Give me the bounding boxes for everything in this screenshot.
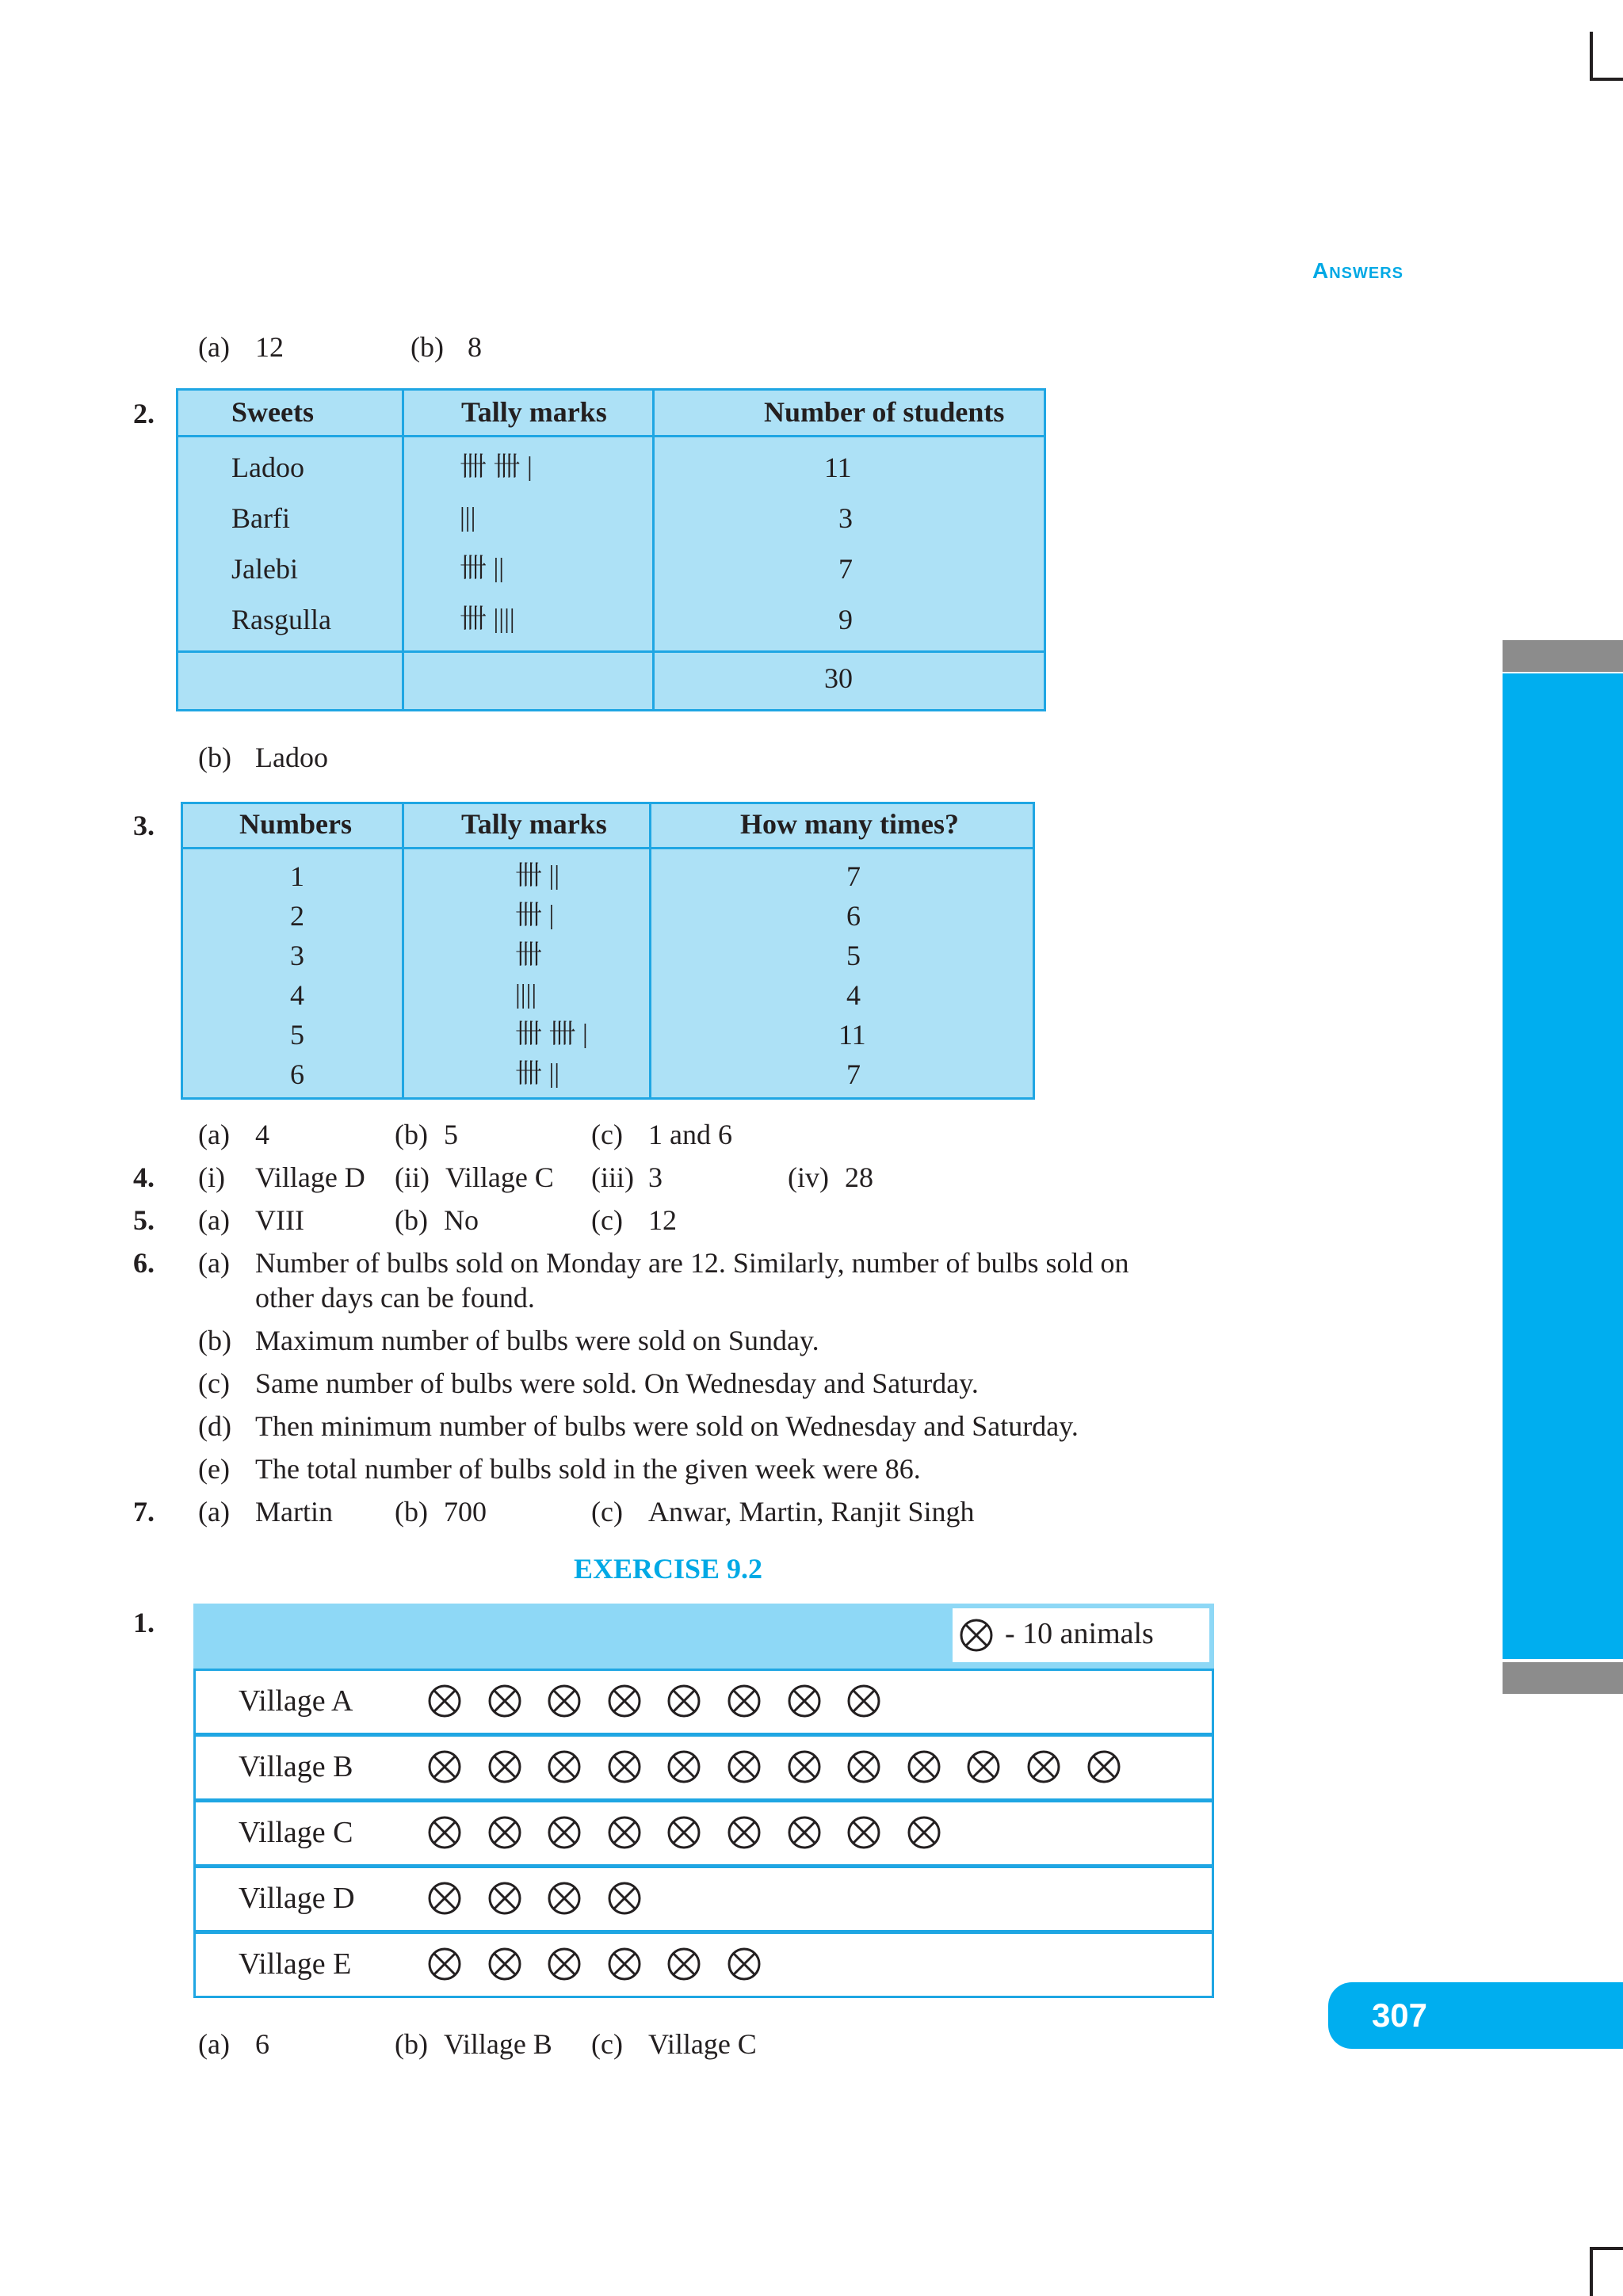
answer-value: 6	[255, 2028, 269, 2060]
crossed-circle-icon	[727, 1815, 762, 1850]
crossed-circle-icon	[427, 1815, 462, 1850]
question-number: 4.	[133, 1161, 155, 1193]
answer-label: (b)	[198, 742, 231, 773]
question-number: 5.	[133, 1204, 155, 1236]
crossed-circle-icon	[846, 1684, 881, 1718]
crossed-circle-icon	[487, 1749, 522, 1784]
crossed-circle-icon	[966, 1749, 1001, 1784]
answer-label: (c)	[591, 1119, 623, 1150]
answer-text: Number of bulbs sold on Monday are 12. Similarly, number of bulbs sold on	[255, 1247, 1129, 1279]
crossed-circle-icon	[846, 1749, 881, 1784]
crossed-circle-icon	[607, 1947, 642, 1981]
table-cell: 4	[846, 979, 861, 1011]
pictograph-row	[193, 1932, 1214, 1998]
crossed-circle-icon	[427, 1684, 462, 1718]
question-number: 2.	[133, 398, 155, 429]
answer-value: 8	[468, 331, 482, 363]
answer-label: (a)	[198, 1204, 230, 1236]
answer-label: (b)	[395, 1204, 428, 1236]
table-cell: Rasgulla	[231, 604, 331, 635]
answer-value: Village C	[445, 1161, 554, 1193]
answer-label: (a)	[198, 331, 230, 363]
crossed-circle-icon	[607, 1749, 642, 1784]
answer-value: Anwar, Martin, Ranjit Singh	[648, 1496, 975, 1527]
answer-text: other days can be found.	[255, 1282, 535, 1314]
table-cell: Jalebi	[231, 553, 298, 585]
tally-marks: ||||	[515, 980, 537, 1009]
tally-marks: 卌 ||	[515, 861, 560, 891]
crop-mark-top-right	[1590, 32, 1593, 81]
question-number: 1.	[133, 1607, 155, 1638]
side-tab-gray-top	[1503, 640, 1623, 672]
numbers-tally-table	[181, 802, 1035, 1100]
pictograph-row	[193, 1669, 1214, 1735]
table-total: 30	[824, 662, 853, 694]
answer-label: (b)	[198, 1325, 231, 1356]
answer-label: (iii)	[591, 1161, 634, 1193]
tally-marks: 卌 ||||	[460, 605, 515, 634]
tally-marks: 卌 ||	[460, 554, 505, 583]
answer-label: (b)	[395, 1496, 428, 1527]
pictograph-row	[193, 1734, 1214, 1801]
crossed-circle-icon	[666, 1815, 701, 1850]
answer-value: 12	[648, 1204, 677, 1236]
tally-marks: 卌 卌 |	[515, 1020, 588, 1049]
table-divider	[178, 650, 1044, 653]
column-header: How many times?	[740, 808, 959, 840]
crossed-circle-icon	[487, 1684, 522, 1718]
crossed-circle-icon	[487, 1815, 522, 1850]
table-divider	[649, 804, 651, 1097]
legend-label: - 10 animals	[1005, 1617, 1154, 1650]
crossed-circle-icon	[607, 1684, 642, 1718]
tally-marks: 卌	[515, 940, 542, 970]
table-divider	[652, 391, 655, 709]
crossed-circle-icon	[846, 1815, 881, 1850]
answer-label: (c)	[198, 1367, 230, 1399]
side-tab-blue	[1503, 673, 1623, 1659]
answer-value: 5	[444, 1119, 458, 1150]
answer-value: Ladoo	[255, 742, 328, 773]
village-label: Village A	[239, 1684, 353, 1718]
crossed-circle-icon	[547, 1815, 582, 1850]
crop-mark-bottom-right	[1590, 2247, 1593, 2296]
village-label: Village B	[239, 1750, 353, 1783]
crop-mark-bottom-right	[1590, 2247, 1623, 2250]
column-header: Tally marks	[461, 396, 607, 428]
column-header: Number of students	[764, 396, 1005, 428]
question-number: 7.	[133, 1496, 155, 1527]
table-cell: 9	[838, 604, 853, 635]
village-label: Village E	[239, 1947, 352, 1981]
crossed-circle-icon	[727, 1947, 762, 1981]
answer-value: 12	[255, 331, 284, 363]
answer-text: Maximum number of bulbs were sold on Sunday.	[255, 1325, 819, 1356]
answer-label: (b)	[395, 2028, 428, 2060]
crossed-circle-icon	[727, 1684, 762, 1718]
answer-label: (a)	[198, 1247, 230, 1279]
exercise-title: EXERCISE 9.2	[574, 1553, 763, 1585]
village-label: Village C	[239, 1816, 353, 1849]
crossed-circle-icon	[607, 1881, 642, 1916]
table-divider	[402, 804, 404, 1097]
crop-mark-top-right	[1590, 78, 1623, 81]
crossed-circle-icon	[547, 1881, 582, 1916]
table-divider	[402, 391, 404, 709]
crossed-circle-icon	[787, 1684, 822, 1718]
answer-label: (c)	[591, 1204, 623, 1236]
answer-label: (b)	[395, 1119, 428, 1150]
tally-marks: 卌 |	[515, 901, 555, 930]
crossed-circle-icon	[427, 1749, 462, 1784]
answer-value: 700	[444, 1496, 487, 1527]
crossed-circle-icon	[787, 1749, 822, 1784]
table-cell: 4	[290, 979, 304, 1011]
crossed-circle-icon	[547, 1947, 582, 1981]
column-header: Sweets	[231, 396, 314, 428]
question-number: 3.	[133, 810, 155, 841]
table-divider	[178, 435, 1044, 437]
crossed-circle-icon	[727, 1749, 762, 1784]
pictograph	[193, 1604, 1214, 1998]
answer-label: (a)	[198, 1119, 230, 1150]
answer-label: (b)	[411, 331, 444, 363]
answer-value: VIII	[255, 1204, 304, 1236]
pictograph-row	[193, 1866, 1214, 1932]
pictograph-row	[193, 1800, 1214, 1867]
crossed-circle-icon	[547, 1749, 582, 1784]
answer-text: Then minimum number of bulbs were sold on Wednesday and Saturday.	[255, 1410, 1079, 1442]
answer-label: (c)	[591, 2028, 623, 2060]
village-label: Village D	[239, 1882, 355, 1915]
crossed-circle-icon	[607, 1815, 642, 1850]
crossed-circle-icon	[547, 1684, 582, 1718]
table-cell: 7	[846, 1058, 861, 1090]
crossed-circle-icon	[1026, 1749, 1061, 1784]
crossed-circle-icon	[666, 1684, 701, 1718]
table-divider	[183, 847, 1033, 849]
column-header: Tally marks	[461, 808, 607, 840]
answer-value: No	[444, 1204, 479, 1236]
table-cell: 7	[838, 553, 853, 585]
table-cell: 5	[290, 1019, 304, 1051]
crossed-circle-icon	[487, 1881, 522, 1916]
answer-value: 4	[255, 1119, 269, 1150]
answer-value: 3	[648, 1161, 663, 1193]
crossed-circle-icon	[959, 1618, 994, 1653]
answer-label: (ii)	[395, 1161, 430, 1193]
answer-text: The total number of bulbs sold in the given week were 86.	[255, 1453, 921, 1485]
answer-value: 1 and 6	[648, 1119, 732, 1150]
table-cell: 11	[838, 1019, 866, 1051]
table-cell: 2	[290, 900, 304, 932]
sweets-tally-table	[176, 388, 1046, 711]
crossed-circle-icon	[666, 1749, 701, 1784]
crossed-circle-icon	[427, 1947, 462, 1981]
table-cell: 6	[290, 1058, 304, 1090]
answer-label: (a)	[198, 1496, 230, 1527]
crossed-circle-icon	[787, 1815, 822, 1850]
crossed-circle-icon	[907, 1815, 941, 1850]
answer-value: Village C	[648, 2028, 757, 2060]
answer-label: (iv)	[788, 1161, 829, 1193]
crossed-circle-icon	[666, 1947, 701, 1981]
crossed-circle-icon	[427, 1881, 462, 1916]
table-cell: 5	[846, 940, 861, 971]
answer-label: (c)	[591, 1496, 623, 1527]
answer-value: Martin	[255, 1496, 333, 1527]
table-cell: 3	[838, 502, 853, 534]
tally-marks: |||	[460, 503, 476, 532]
table-cell: 6	[846, 900, 861, 932]
pictograph-legend	[953, 1608, 1209, 1662]
table-cell: 3	[290, 940, 304, 971]
answer-text: Same number of bulbs were sold. On Wednesday and Saturday.	[255, 1367, 979, 1399]
tally-marks: 卌 ||	[515, 1059, 560, 1089]
answer-label: (i)	[198, 1161, 225, 1193]
crossed-circle-icon	[907, 1749, 941, 1784]
column-header: Numbers	[239, 808, 352, 840]
table-cell: Barfi	[231, 502, 290, 534]
section-header: Answers	[1312, 258, 1404, 283]
pictograph-header	[193, 1604, 1214, 1669]
crossed-circle-icon	[487, 1947, 522, 1981]
crossed-circle-icon	[1086, 1749, 1121, 1784]
table-cell: 11	[824, 452, 852, 483]
answer-label: (a)	[198, 2028, 230, 2060]
answer-value: Village D	[255, 1161, 365, 1193]
table-cell: 1	[290, 860, 304, 892]
answer-label: (d)	[198, 1410, 231, 1442]
answer-value: Village B	[444, 2028, 552, 2060]
side-tab-gray-bottom	[1503, 1662, 1623, 1694]
table-cell: 7	[846, 860, 861, 892]
page-number: 307	[1371, 1997, 1428, 2034]
tally-marks: 卌 卌 |	[460, 452, 533, 482]
table-cell: Ladoo	[231, 452, 304, 483]
answer-value: 28	[845, 1161, 873, 1193]
question-number: 6.	[133, 1247, 155, 1279]
answer-label: (e)	[198, 1453, 230, 1485]
